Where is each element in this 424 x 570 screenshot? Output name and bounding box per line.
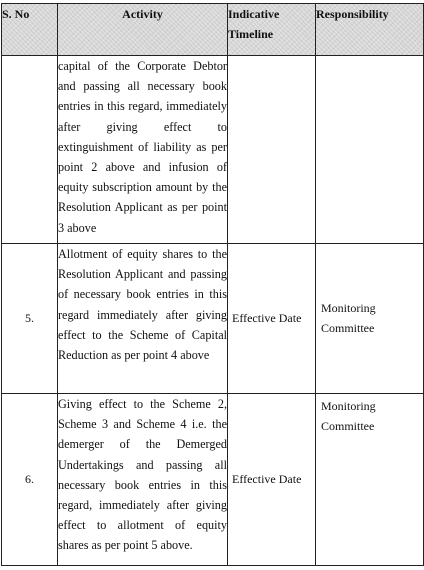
row-sno	[2, 56, 58, 244]
row-responsibility-cell	[316, 244, 424, 394]
table-row	[2, 394, 424, 566]
row-responsibility	[316, 56, 424, 244]
header-responsibility: Responsibility	[316, 4, 424, 56]
table-header-row	[2, 4, 424, 56]
row-sno: 6.	[2, 394, 58, 566]
row-responsibility: Monitoring Committee	[321, 300, 376, 335]
row-timeline: Effective Date	[228, 244, 316, 394]
row-timeline: Effective Date	[228, 394, 316, 566]
header-activity: Activity	[58, 4, 228, 56]
table-row	[2, 244, 424, 394]
row-activity: capital of the Corporate Debtor and passing all necessary book entries in this regard, immediately after giving effect to extinguishment of liability as per point 2 above and infusion of equity subscription amount by the Resolution Applicant as per point 3 above	[58, 56, 228, 244]
row-responsibility: Monitoring Committee	[316, 394, 424, 566]
row-activity: Allotment of equity shares to the Resolution Applicant and passing of necessary book entries in this regard immediately after giving effect to the Scheme of Capital Reduction as per point 4 above	[58, 244, 228, 394]
row-timeline	[228, 56, 316, 244]
row-sno: 5.	[2, 244, 58, 394]
activity-table	[1, 3, 424, 566]
header-timeline: Indicative Timeline	[228, 4, 316, 56]
header-sno: S. No	[2, 4, 58, 56]
row-activity: Giving effect to the Scheme 2, Scheme 3 and Scheme 4 i.e. the demerger of the Demerged Undertakings and passing all necessary book entries in this regard, immediately after giving effect to allotment of equity shares as per point 5 above.	[58, 394, 228, 566]
table-row	[2, 56, 424, 244]
